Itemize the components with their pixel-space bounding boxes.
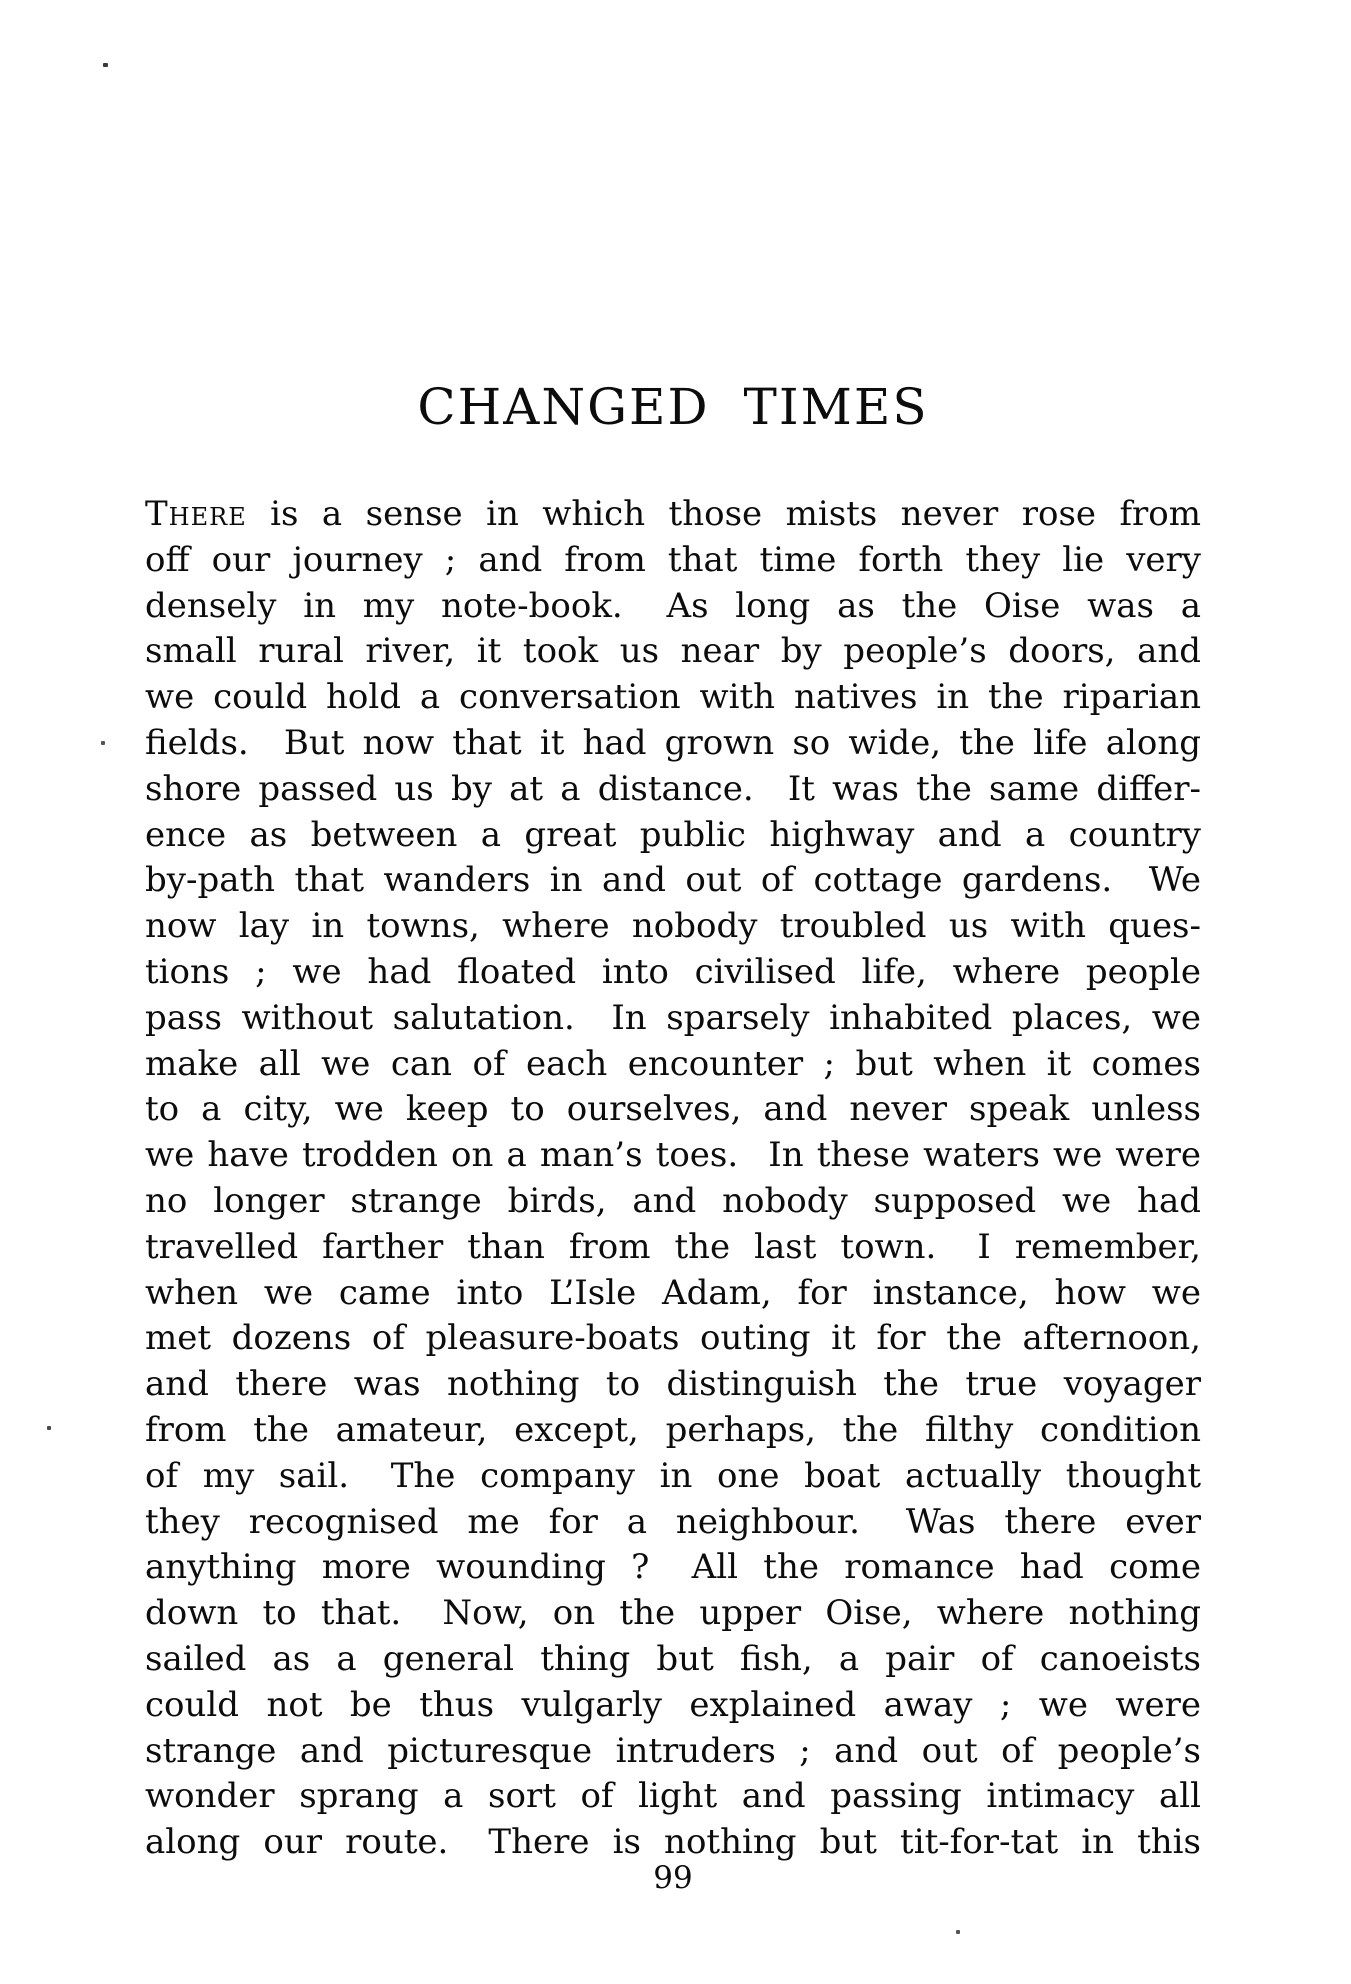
chapter-title: CHANGED TIMES [417,378,929,436]
text-line: anything more wounding ? All the romance had come [145,1547,1201,1588]
scan-speck [956,1930,960,1934]
text-line: when we came into L’Isle Adam, for instance, how we [145,1272,1201,1313]
text-line: they recognised me for a neighbour. Was there ever [145,1501,1201,1542]
text-line: shore passed us by at a distance. It was the same differ- [145,768,1201,809]
scan-speck [47,1426,51,1430]
text-line: tions ; we had floated into civilised life, where people [145,951,1201,992]
text-line: met dozens of pleasure-boats outing it for the afternoon, [145,1318,1201,1359]
text-line: travelled farther than from the last town. I remember, [145,1226,1201,1267]
text-line: fields. But now that it had grown so wide, the life along [145,722,1201,763]
text-line: sailed as a general thing but fish, a pair of canoeists [145,1638,1201,1679]
text-line: pass without salutation. In sparsely inhabited places, we [145,997,1201,1038]
text-line: now lay in towns, where nobody troubled us with ques- [145,906,1201,947]
text-line-first [145,492,1201,538]
scan-speck [103,63,108,67]
text-line: could not be thus vulgarly explained away ; we were [145,1684,1201,1725]
body-text [145,492,1201,1866]
text-line: along our route. There is nothing but tit-for-tat in this [145,1822,1201,1863]
text-line: no longer strange birds, and nobody supposed we had [145,1180,1201,1221]
text-line: off our journey ; and from that time forth they lie very [145,539,1201,580]
text-line: by-path that wanders in and out of cottage gardens. We [145,860,1201,901]
first-line-rest: is a sense in which those mists never rose from [270,494,1201,534]
text-line: from the amateur, except, perhaps, the filthy condition [145,1409,1201,1450]
text-line: wonder sprang a sort of light and passing intimacy all [145,1776,1201,1817]
text-line: of my sail. The company in one boat actually thought [145,1455,1201,1496]
text-line: we have trodden on a man’s toes. In these waters we were [145,1135,1201,1176]
text-line: and there was nothing to distinguish the true voyager [145,1364,1201,1405]
text-line: small rural river, it took us near by people’s doors, and [145,631,1201,672]
text-line: to a city, we keep to ourselves, and never speak unless [145,1089,1201,1130]
text-line: strange and picturesque intruders ; and out of people’s [145,1730,1201,1771]
text-line: make all we can of each encounter ; but when it comes [145,1043,1201,1084]
text-line: down to that. Now, on the upper Oise, where nothing [145,1593,1201,1634]
scan-speck [101,741,105,745]
text-line: we could hold a conversation with natives in the riparian [145,677,1201,718]
text-line: ence as between a great public highway and a country [145,814,1201,855]
page-number: 99 [653,1860,693,1896]
text-line: densely in my note-book. As long as the Oise was a [145,585,1201,626]
first-word-smallcaps: There [145,494,247,534]
